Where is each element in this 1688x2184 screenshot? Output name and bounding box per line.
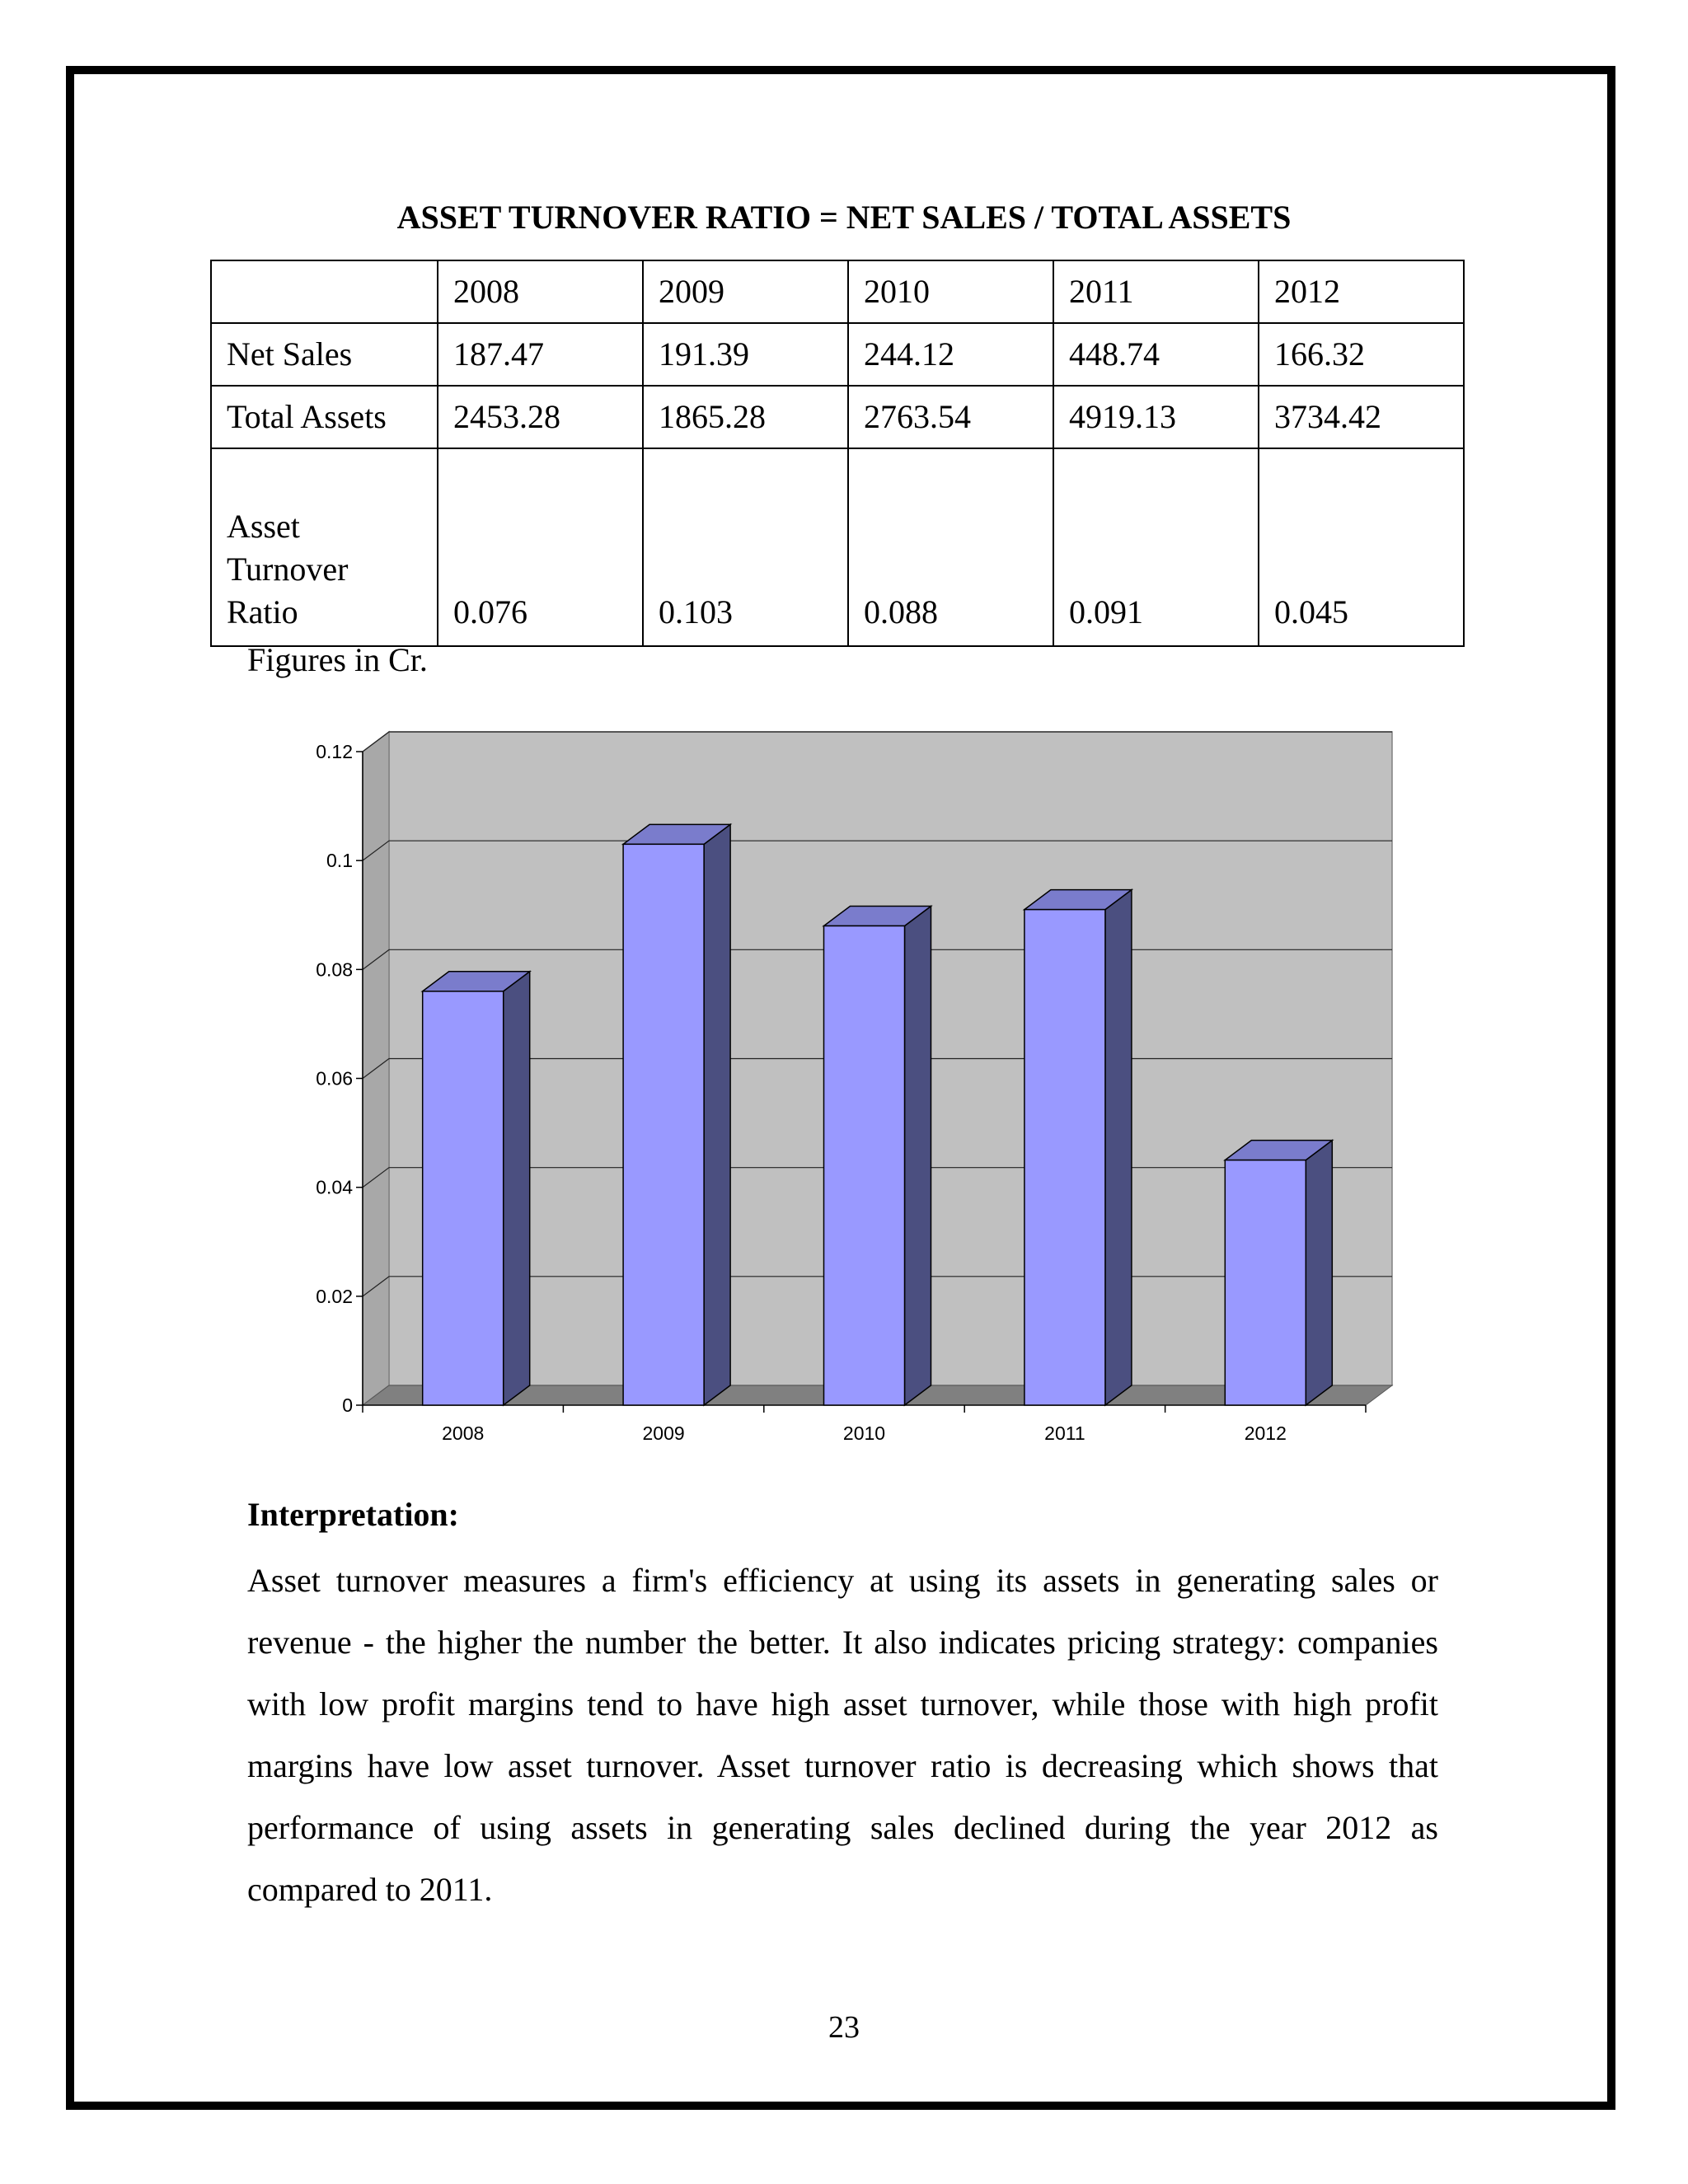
table-cell: 0.076 [438,448,643,646]
bar [1025,910,1105,1405]
row-label [211,448,438,646]
table-cell: 3734.42 [1259,386,1464,448]
bar-side [504,972,530,1405]
table-cell: 244.12 [848,323,1053,386]
x-tick-label: 2008 [442,1422,485,1444]
bar [423,991,504,1405]
x-tick-label: 2012 [1244,1422,1287,1444]
interpretation-text: Asset turnover measures a firm's efficiency at using its assets in generating sales or revenue - the higher the number the better. It also indicates pricing strategy: companies with low profit margins tend to have high asset turnover, while those with high profit margins have low asset turnover. Asset turnover ratio is decreasing which shows that performance of using assets in generating sales declined during the year 2012 as compared to 2011. [247,1562,1438,1908]
year-header: 2011 [1053,260,1259,323]
y-tick-label: 0.02 [316,1285,353,1307]
y-tick-label: 0.1 [326,850,353,872]
table-cell: 0.091 [1053,448,1259,646]
table-cell: 0.088 [848,448,1053,646]
bar-side [905,906,931,1405]
table-row [211,448,1464,646]
x-tick-label: 2010 [842,1422,886,1444]
x-tick-label: 2011 [1044,1422,1085,1444]
y-tick-label: 0.06 [316,1067,353,1090]
bar [1225,1160,1306,1405]
table-cell: 2453.28 [438,386,643,448]
y-tick-label: 0.04 [316,1176,353,1198]
y-tick-label: 0.12 [316,741,353,762]
row-label-line: Asset [227,508,300,545]
table-cell: 0.045 [1259,448,1464,646]
ratio-table [210,260,1465,647]
row-label: Total Assets [211,386,438,448]
table-cell: 187.47 [438,323,643,386]
bar [824,926,905,1405]
year-header: 2012 [1259,260,1464,323]
table-cell: 448.74 [1053,323,1259,386]
x-tick-label: 2009 [642,1422,685,1444]
year-header: 2010 [848,260,1053,323]
bar-side [1105,890,1132,1405]
year-header: 2009 [643,260,848,323]
table-cell: 4919.13 [1053,386,1259,448]
bar-chart [272,717,1409,1459]
y-tick-label: 0.08 [316,958,353,981]
table-row [211,386,1464,448]
table-cell: 166.32 [1259,323,1464,386]
figures-note: Figures in Cr. [247,641,428,678]
bar-side [704,824,730,1405]
interpretation-heading: Interpretation: [247,1496,459,1533]
row-label: Net Sales [211,323,438,386]
table-cell: 191.39 [643,323,848,386]
table-corner-cell [211,260,438,323]
table-cell: 2763.54 [848,386,1053,448]
row-label-line: Turnover [227,551,349,588]
table-cell: 1865.28 [643,386,848,448]
bar [623,844,704,1405]
year-header: 2008 [438,260,643,323]
page-title: ASSET TURNOVER RATIO = NET SALES / TOTAL ASSETS [396,199,1292,236]
table-row [211,323,1464,386]
table-cell: 0.103 [643,448,848,646]
row-label-line: Ratio [227,593,298,630]
table-header-row [211,260,1464,323]
bar-side [1306,1141,1332,1405]
page-number: 23 [828,2010,860,2045]
y-tick-label: 0 [342,1394,353,1416]
